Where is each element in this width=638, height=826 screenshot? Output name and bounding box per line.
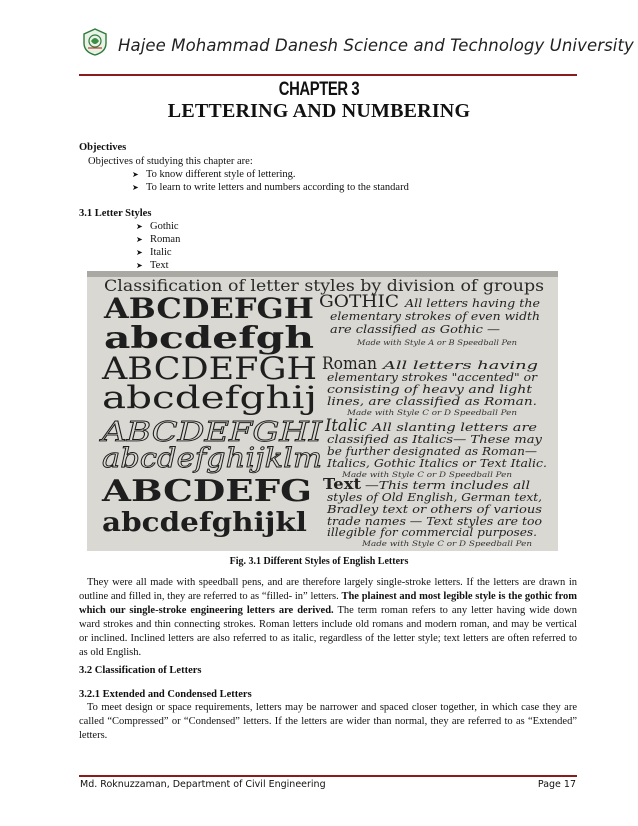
arrow-bullet-icon: ➤ xyxy=(136,248,143,257)
figure-caption: Fig. 3.1 Different Styles of English Letters xyxy=(229,556,409,567)
chapter-title: LETTERING AND NUMBERING xyxy=(167,100,471,122)
letter-styles-figure xyxy=(87,271,558,551)
paragraph-letter-styles: They were all made with speedball pens, and are therefore largely single-stroke letters. If the letters are drawn in outline and filled in, they are referred to as “filled- in” letters. The plainest and most legible style is the gothic from which our single-stroke engineering letters are derived. The term roman refers to any letter having wide down ward strokes and thin connecting strokes. Roman letters include old romans and modern roman, and may be vertical or inclined. Inclined letters are also referred to as italic, regardless of the letter style; text letters are often referred to as old English. xyxy=(79,577,577,658)
arrow-bullet-icon: ➤ xyxy=(136,261,143,270)
roman-desc-3: consisting of heavy and light xyxy=(327,383,533,396)
roman-note: Made with Style C or D Speedball Pen xyxy=(345,409,518,417)
gothic-desc-2: elementary strokes of even width xyxy=(330,310,540,323)
university-name: Hajee Mohammad Danesh Science and Technology University xyxy=(118,36,634,55)
gothic-lower: abcdefgh xyxy=(104,321,315,356)
italic-lower: abcdefghijklm xyxy=(102,443,322,474)
objective-item: ➤ To learn to write letters and numbers according to the standard xyxy=(132,182,409,193)
text-desc-2: styles of Old English, German text, xyxy=(327,491,542,504)
arrow-bullet-icon: ➤ xyxy=(136,235,143,244)
roman-upper: ABCDEFGH xyxy=(100,351,318,387)
italic-desc-3: be further designated as Roman— xyxy=(327,445,537,458)
text-desc-4: trade names — Text styles are too xyxy=(327,515,543,528)
italic-desc-1: All slanting letters are xyxy=(370,421,538,434)
figure-title: Classification of letter styles by division of groups xyxy=(104,276,544,295)
chapter-number: CHAPTER 3 xyxy=(278,79,360,100)
gothic-desc-3: are classified as Gothic — xyxy=(330,323,500,336)
italic-desc-2: classified as Italics— These may xyxy=(327,433,543,446)
style-item-text: ➤ Text xyxy=(136,260,169,271)
gothic-note: Made with Style A or B Speedball Pen xyxy=(355,339,518,347)
italic-upper: ABCDEFGHI xyxy=(98,417,324,448)
paragraph-bold-sentence: The plainest and most legible style is the gothic from which our single-stroke engineering letters are derived. xyxy=(79,591,577,616)
text-upper: ABCDEFG xyxy=(100,474,313,509)
section-3-2-1-heading: 3.2.1 Extended and Condensed Letters xyxy=(79,689,252,700)
italic-name: Italic xyxy=(324,416,368,436)
roman-name: Roman xyxy=(322,354,378,374)
roman-desc-4: lines, are classified as Roman. xyxy=(327,395,537,408)
text-desc-1: —This term includes all xyxy=(365,479,531,492)
roman-desc-2: elementary strokes "accented" or xyxy=(327,371,538,384)
section-3-2-heading: 3.2 Classification of Letters xyxy=(79,665,202,676)
objectives-intro: Objectives of studying this chapter are: xyxy=(88,156,253,167)
style-item-italic: ➤ Italic xyxy=(136,247,172,258)
gothic-upper: ABCDEFGH xyxy=(102,292,314,325)
objective-item: ➤ To know different style of lettering. xyxy=(132,169,296,180)
arrow-bullet-icon: ➤ xyxy=(136,222,143,231)
arrow-bullet-icon: ➤ xyxy=(132,183,139,192)
letter-styles-heading: 3.1 Letter Styles xyxy=(79,208,152,219)
text-desc-5: illegible for commercial purposes. xyxy=(327,526,537,539)
text-lower: abcdefghijkl xyxy=(102,508,308,538)
text-desc-3: Bradley text or others of various xyxy=(325,503,543,516)
text-name: Text xyxy=(323,475,362,493)
gothic-desc-1: All letters having the xyxy=(403,297,541,310)
page-number: Page 17 xyxy=(537,779,576,790)
arrow-bullet-icon: ➤ xyxy=(132,170,139,179)
style-item-gothic: ➤ Gothic xyxy=(136,221,179,232)
style-item-roman: ➤ Roman xyxy=(136,234,181,245)
text-note: Made with Style C or D Speedball Pen xyxy=(360,540,533,548)
roman-lower: abcdefghij xyxy=(102,380,317,416)
italic-desc-4: Italics, Gothic Italics or Text Italic. xyxy=(325,457,547,470)
objectives-heading: Objectives xyxy=(79,142,127,153)
paragraph-extended-condensed: To meet design or space requirements, letters may be narrower and spaced closer together, in which case they are called “Compressed” or “Condensed” letters. If the letters are wider than normal, they are referred to as “Extended” letters. xyxy=(79,702,577,741)
roman-desc-1: All letters having xyxy=(381,359,538,372)
gothic-name: GOTHIC xyxy=(319,292,399,312)
page-header xyxy=(0,0,638,80)
university-seal-icon xyxy=(82,28,108,56)
italic-note: Made with Style C or D Speedball Pen xyxy=(340,471,513,479)
footer-divider xyxy=(79,775,577,777)
header-divider xyxy=(79,74,577,76)
footer-author: Md. Roknuzzaman, Department of Civil Engineering xyxy=(80,779,326,790)
